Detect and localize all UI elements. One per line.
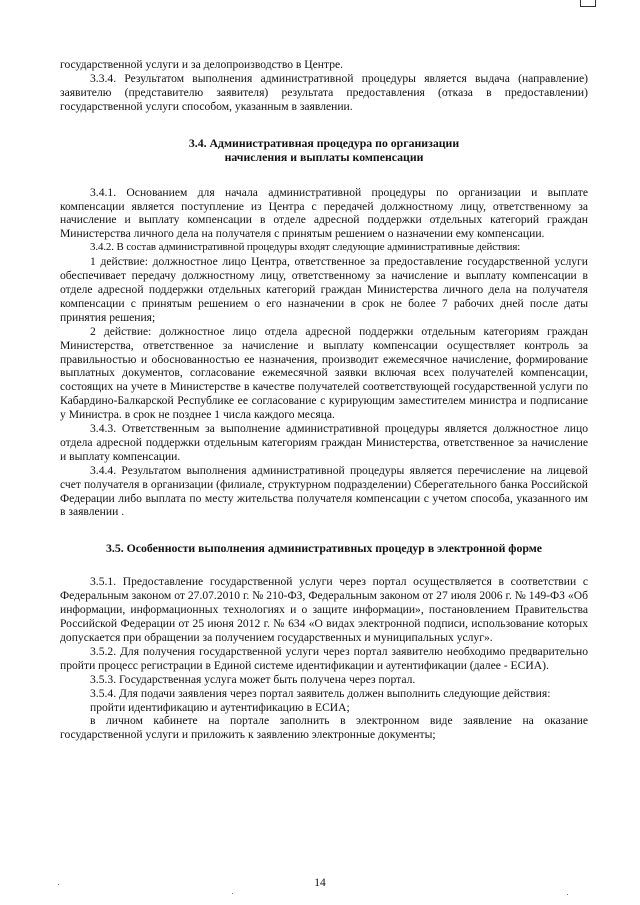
scan-corner-mark [580,0,596,7]
paragraph-3-5-4: 3.5.4. Для подачи заявления через портал заявитель должен выполнить следующие действия: [90,686,551,700]
paragraph-3-5-3: 3.5.3. Государственная услуга может быть получена через портал. [90,672,416,686]
scan-speck [232,893,233,894]
paragraph-action-2: 2 действие: должностное лицо отдела адресной поддержки отдельным категориям граждан Министерства, ответственное за начисление и выплату компенсации осуществляет контроль за правильностью и обоснованностью ее назначения, производит ежемесячное начисление, формирование выплатных документов, согласование ежемесячной заявки включая всех получателей компенсации, состоящих на учете в Министерстве в качестве получателей соответствующей государственной услуги по Кабардино-Балкарской Республике ее согласование с курирующим заместителем министра и подписание у Министра. в срок не позднее 1 числа каждого месяца. [60,324,588,422]
section-heading-3-4-line1: 3.4. Административная процедура по организации [188,135,460,150]
document-body [60,58,588,742]
paragraph-continuation: государственной услуги и за делопроизводство в Центре. [60,58,344,71]
section-heading-3-5: 3.5. Особенности выполнения административных процедур в электронной форме [105,541,543,556]
paragraph-esia-step: пройти идентификацию и аутентификацию в ЕСИА; [90,700,350,714]
paragraph-3-5-2: 3.5.2. Для получения государственной услуги через портал заявителю необходимо предварительно пройти процесс регистрации в Единой системе идентификации и аутентификации (далее - ЕСИА). [60,644,588,672]
section-heading-3-4-line2: начисления и выплаты компенсации [224,149,424,164]
paragraph-3-4-1: 3.4.1. Основанием для начала административной процедуры по организации и выплате компенсации является поступление из Центра с передачей должностному лицу, ответственному за начисление и выплату компенсации в отделе адресной поддержки отдельных категорий граждан Министерства личного дела на получателя с принятым решением о назначении ему компенсации. [60,185,588,241]
paragraph-action-1: 1 действие: должностное лицо Центра, ответственное за предоставление государственной услуги обеспечивает передачу должностному лицу, ответственному за начисление и выплату компенсации в отделе адресной поддержки отдельных категорий граждан Министерства личного дела на получателя компенсации с принятым решением о его назначении в срок не более 7 рабочих дней после даты принятия решения; [60,255,588,324]
section-heading-3-4 [60,136,588,164]
paragraph-3-4-2: 3.4.2. В состав административной процедуры входят следующие административные действия: [90,241,521,254]
paragraph-3-5-1: 3.5.1. Предоставление государственной услуги через портал осуществляется в соответствии с Федеральным законом от 27.07.2010 г. № 210-ФЗ, Федеральным законом от 27 июля 2006 г. № 149-ФЗ «Об информации, информационных технологиях и о защите информации», постановлением Правительства Российской Федерации от 25 июня 2012 г. № 634 «О видах электронной подписи, использование которых допускается при обращении за получением государственных и муниципальных услуг». [60,575,588,644]
paragraph-3-3-4: 3.3.4. Результатом выполнения административной процедуры является выдача (направление) заявителю (представителю заявителя) результата предоставления (отказа в предоставлении) государственной услуги способом, указанным в заявлении. [60,71,588,113]
paragraph-cabinet-step: в личном кабинете на портале заполнить в электронном виде заявление на оказание государственной услуги и приложить к заявлению электронные документы; [60,714,588,742]
page-number: 14 [314,877,326,889]
paragraph-3-4-4: 3.4.4. Результатом выполнения административной процедуры является перечисление на лицевой счет получателя в организации (филиале, структурном подразделении) Сберегательного банка Российской Федерации либо выплата по месту жительства получателя компенсации с учетом способа, указанного им в заявлении . [60,463,588,519]
paragraph-3-4-3: 3.4.3. Ответственным за выполнение административной процедуры является должностное лицо отдела адресной поддержки отдельным категориям граждан Министерства, ответственное за начисление и выплату компенсации. [60,422,588,463]
scan-speck [567,894,568,895]
scan-speck [58,884,59,885]
